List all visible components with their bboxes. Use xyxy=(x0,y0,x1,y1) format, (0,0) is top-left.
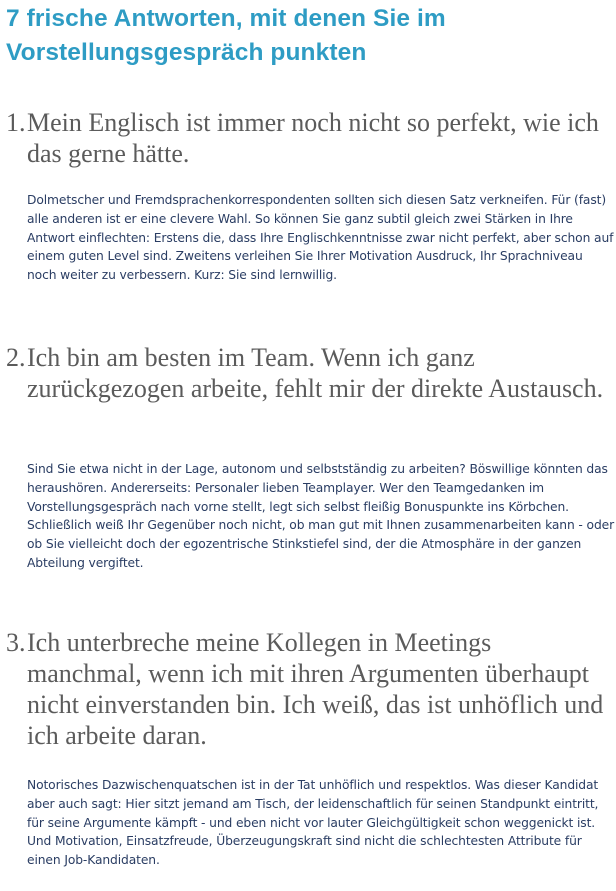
page-title: 7 frische Antworten, mit denen Sie im Vorstellungsgespräch punkten xyxy=(6,5,446,66)
item-number: 1. xyxy=(6,108,26,137)
answer-explanation: Notorisches Dazwischenquatschen ist in der Tat unhöflich und respektlos. Was dieser Kandidat aber auch sagt: Hier sitzt jemand am Tisch, der leidenschaftlich für seinen Standpunkt eintritt, für seine Argumente kämpft - und eben nicht vor lauter Gleichgültigkeit schon weggenickt ist. Und Motivation, Einsatzfreude, Überzeugungskraft sind nicht die schlechtesten Attribute für einen Job-Kandidaten. xyxy=(27,778,599,868)
answer-explanation: Sind Sie etwa nicht in der Lage, autonom und selbstständig zu arbeiten? Böswillige könnten das heraushören. Andererseits: Personaler lieben Teamplayer. Wer den Teamgedanken im Vorstellungsgespräch nach vorne stellt, legt sich selbst fleißig Bonuspunkte ins Körbchen. Schließlich weiß Ihr Gegenüber noch nicht, ob man gut mit Ihnen zusammenarbeiten kann - oder ob Sie vielleicht doch der egozentrische Stinkstiefel sind, der die Atmosphäre in der ganzen Abteilung vergiftet. xyxy=(27,462,615,570)
answer-explanation: Dolmetscher und Fremdsprachenkorrespondenten sollten sich diesen Satz verkneifen. Für (fast) alle anderen ist er eine clevere Wahl. So können Sie ganz subtil gleich zwei Stärken in Ihre Antwort einflechten: Erstens die, dass Ihre Englischkenntnisse zwar nicht perfekt, aber schon auf einem guten Level sind. Zweitens verleihen Sie Ihrer Motivation Ausdruck, Ihr Sprachniveau noch weiter zu verbessern. Kurz: Sie sind lernwillig. xyxy=(27,193,614,283)
item-number: 2. xyxy=(6,343,26,372)
item-number: 3. xyxy=(6,628,26,657)
answer-heading: Mein Englisch ist immer noch nicht so perfekt, wie ich das gerne hätte. xyxy=(27,108,599,168)
answer-heading: Ich bin am besten im Team. Wenn ich ganz zurückgezogen arbeite, fehlt mir der direkte Austausch. xyxy=(27,343,604,403)
answer-heading: Ich unterbreche meine Kollegen in Meetings manchmal, wenn ich mit ihren Argumenten überhaupt nicht einverstanden bin. Ich weiß, das ist unhöflich und ich arbeite daran. xyxy=(27,628,604,750)
